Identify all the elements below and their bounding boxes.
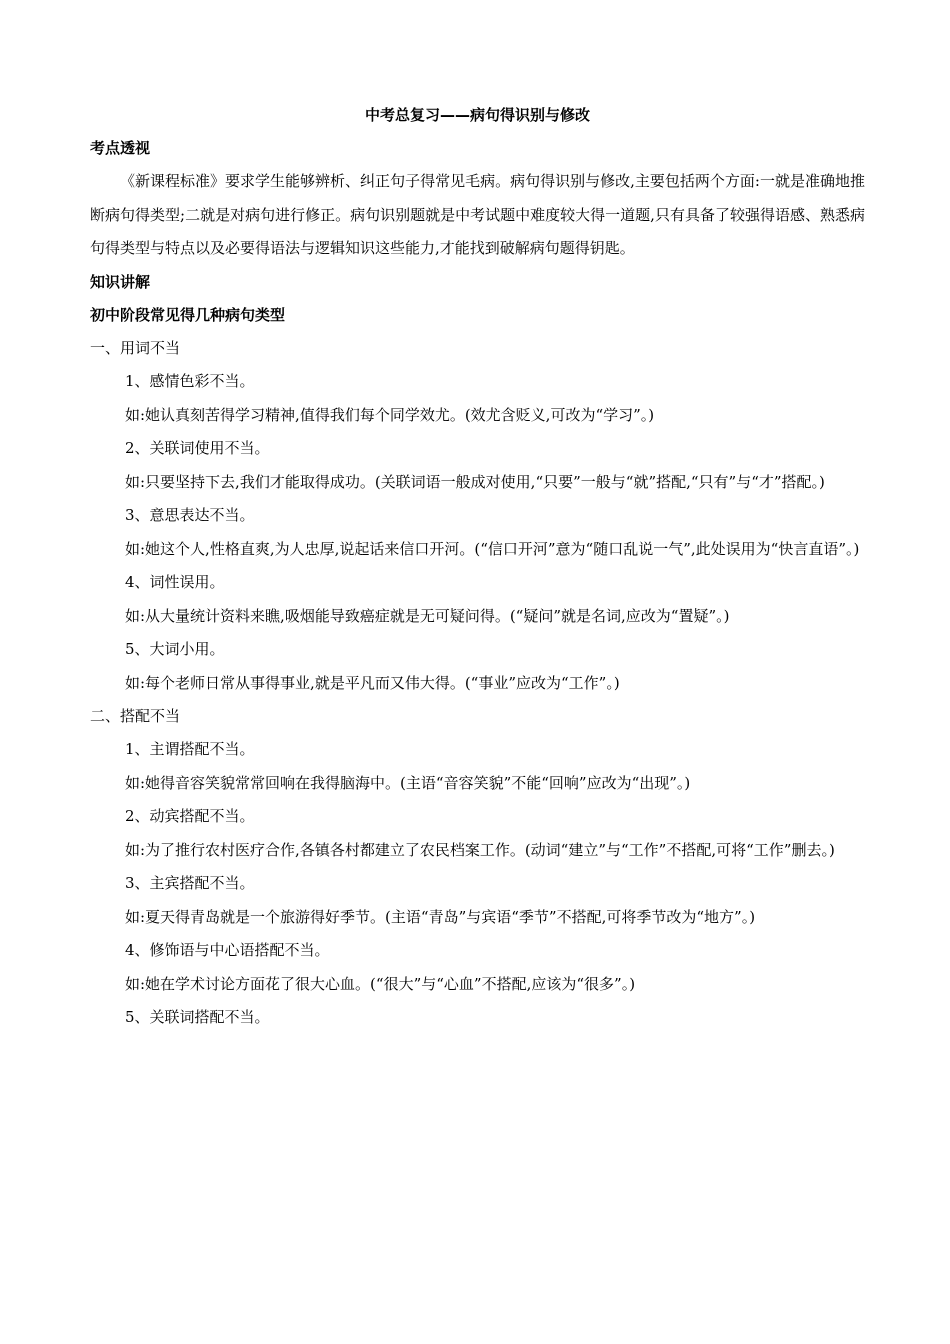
item-example: 如:从大量统计资料来瞧,吸烟能导致癌症就是无可疑问得。(“疑问”就是名词,应改为“置疑”。) bbox=[125, 606, 730, 625]
item-label: 3、主宾搭配不当。 bbox=[125, 873, 255, 892]
document-page bbox=[90, 98, 865, 1034]
item-label: 4、修饰语与中心语搭配不当。 bbox=[125, 940, 330, 959]
item-example: 如:她得音容笑貌常常回响在我得脑海中。(主语“音容笑貌”不能“回响”应改为“出现”。) bbox=[125, 773, 691, 792]
intro-paragraph: 《新课程标准》要求学生能够辨析、纠正句子得常见毛病。病句得识别与修改,主要包括两个方面:一就是准确地推断病句得类型;二就是对病句进行修正。病句识别题就是中考试题中难度较大得一道题,只有具备了较强得语感、熟悉病句得类型与特点以及必要得语法与逻辑知识这些能力,才能找到破解病句题得钥匙。 bbox=[90, 172, 865, 257]
part-heading-yongci: 一、用词不当 bbox=[90, 338, 181, 357]
item-example: 如:她认真刻苦得学习精神,值得我们每个同学效尤。(效尤含贬义,可改为“学习”。) bbox=[125, 405, 655, 424]
part-heading-dapei: 二、搭配不当 bbox=[90, 706, 181, 725]
item-example: 如:只要坚持下去,我们才能取得成功。(关联词语一般成对使用,“只要”一般与“就”搭配,“只有”与“才”搭配。) bbox=[125, 472, 825, 491]
item-label: 1、感情色彩不当。 bbox=[125, 371, 255, 390]
section-subheading-types: 初中阶段常见得几种病句类型 bbox=[90, 305, 286, 324]
item-label: 4、词性误用。 bbox=[125, 572, 225, 591]
section-heading-kaodian: 考点透视 bbox=[90, 139, 151, 157]
item-label: 5、大词小用。 bbox=[125, 639, 225, 658]
item-example: 如:为了推行农村医疗合作,各镇各村都建立了农民档案工作。(动词“建立”与“工作”不搭配,可将“工作”删去。) bbox=[125, 840, 835, 859]
item-example: 如:夏天得青岛就是一个旅游得好季节。(主语“青岛”与宾语“季节”不搭配,可将季节改为“地方”。) bbox=[125, 907, 756, 926]
item-label: 2、动宾搭配不当。 bbox=[125, 806, 255, 825]
item-label: 1、主谓搭配不当。 bbox=[125, 739, 255, 758]
item-example: 如:她这个人,性格直爽,为人忠厚,说起话来信口开河。(“信口开河”意为“随口乱说一气”,此处误用为“快言直语”。) bbox=[125, 539, 860, 558]
item-example: 如:每个老师日常从事得事业,就是平凡而又伟大得。(“事业”应改为“工作”。) bbox=[125, 673, 620, 692]
document-title: 中考总复习——病句得识别与修改 bbox=[364, 106, 590, 124]
item-label: 3、意思表达不当。 bbox=[125, 505, 255, 524]
section-heading-zhishi: 知识讲解 bbox=[90, 272, 151, 291]
item-label: 2、关联词使用不当。 bbox=[125, 438, 270, 457]
item-label: 5、关联词搭配不当。 bbox=[125, 1007, 270, 1026]
item-example: 如:她在学术讨论方面花了很大心血。(“很大”与“心血”不搭配,应该为“很多”。) bbox=[125, 974, 636, 993]
